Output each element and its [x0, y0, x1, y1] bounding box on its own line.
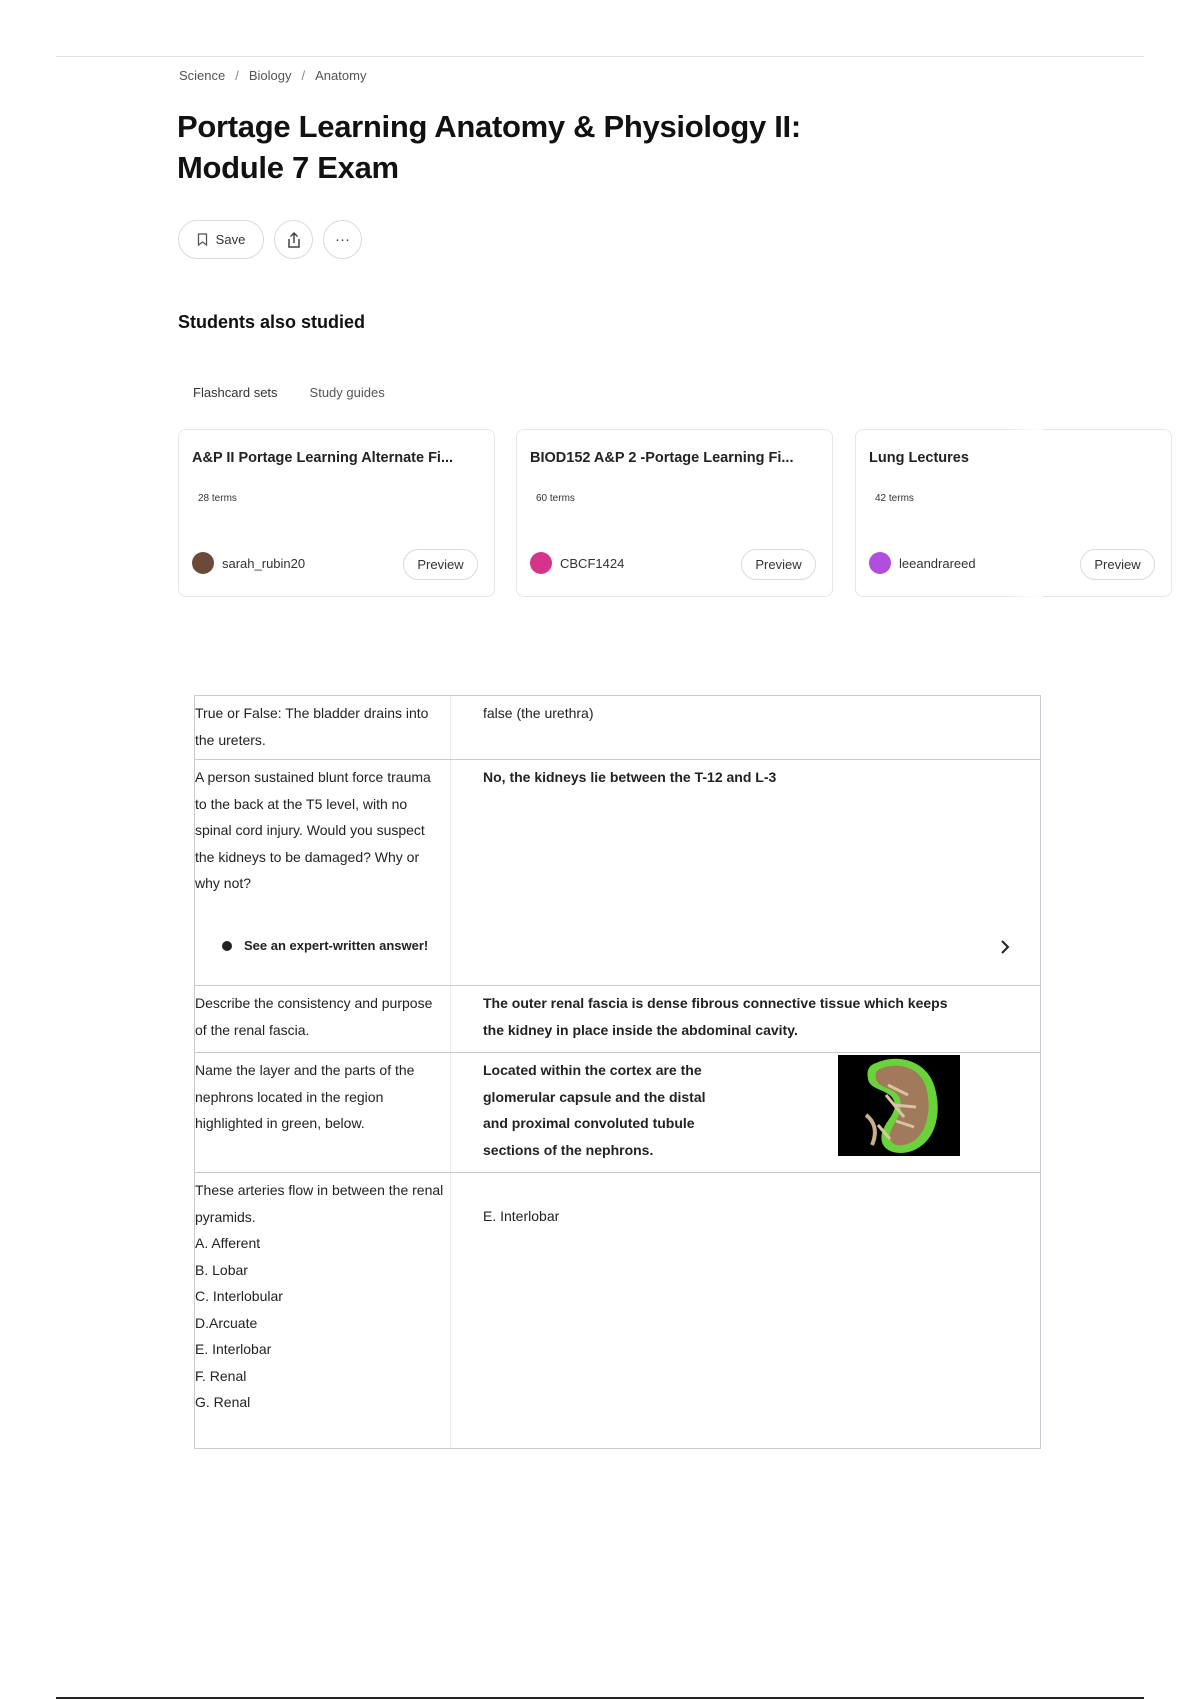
card-author[interactable] — [869, 552, 976, 574]
breadcrumb-separator: / — [235, 68, 239, 83]
bullet-icon — [222, 941, 232, 951]
table-row — [195, 760, 1040, 986]
card-term-count: 28 terms — [198, 493, 237, 504]
breadcrumb-separator: / — [301, 68, 306, 83]
card-title[interactable]: Lung Lectures — [869, 450, 969, 466]
study-set-carousel — [178, 429, 1141, 599]
study-set-card[interactable] — [178, 429, 495, 597]
share-icon — [286, 231, 302, 249]
card-author-name: sarah_rubin20 — [222, 555, 306, 571]
question-cell — [195, 1173, 451, 1448]
option-d: D.Arcuate — [195, 1314, 258, 1331]
option-e: E. Interlobar — [195, 1341, 272, 1357]
option-g: G. Renal — [195, 1394, 251, 1410]
answer-cell: Located within the cortex are the glomerular capsule and the distal and proximal convoluted tubule sections of the nephrons. — [483, 1062, 706, 1158]
save-button-label: Save — [215, 232, 246, 247]
question-cell: Name the layer and the parts of the nephrons located in the region highlighted in green, below. — [195, 1053, 451, 1172]
question-cell: True or False: The bladder drains into the ureters. — [195, 696, 451, 759]
table-row — [195, 986, 1040, 1053]
answer-cell: No, the kidneys lie between the T-12 and L-3 — [483, 769, 777, 785]
card-title[interactable]: BIOD152 A&P 2 -Portage Learning Fi... — [530, 450, 794, 466]
card-title[interactable]: A&P II Portage Learning Alternate Fi... — [192, 450, 454, 466]
page-title-line-2: Module 7 Exam — [177, 150, 399, 185]
tab-study-guides[interactable]: Study guides — [309, 385, 385, 400]
expert-answer-link[interactable] — [222, 938, 428, 953]
table-row — [195, 1173, 1040, 1448]
question-cell: Describe the consistency and purpose of the renal fascia. — [195, 986, 451, 1052]
avatar — [869, 552, 891, 574]
answer-cell: The outer renal fascia is dense fibrous connective tissue which keeps the kidney in place inside the abdominal cavity. — [483, 995, 948, 1038]
option-b: B. Lobar — [195, 1261, 248, 1278]
more-options-icon: ··· — [335, 231, 350, 248]
card-author-name: CBCF1424 — [560, 555, 625, 571]
answer-cell: E. Interlobar — [483, 1208, 560, 1224]
table-row — [195, 1053, 1040, 1173]
tab-flashcard-sets[interactable]: Flashcard sets — [193, 385, 278, 400]
top-divider — [56, 56, 1144, 57]
study-tabs — [193, 385, 385, 400]
chevron-right-icon[interactable] — [1000, 939, 1010, 955]
save-button[interactable] — [178, 220, 264, 259]
breadcrumb-item-anatomy[interactable]: Anatomy — [315, 68, 367, 83]
breadcrumb-item-biology[interactable]: Biology — [248, 68, 292, 83]
card-author[interactable] — [192, 552, 305, 574]
card-term-count: 60 terms — [536, 493, 575, 504]
avatar — [192, 552, 214, 574]
card-author-name: leeandrareed — [899, 555, 976, 571]
action-row — [178, 220, 362, 259]
avatar — [530, 552, 552, 574]
breadcrumb — [179, 68, 366, 83]
students-also-studied-heading: Students also studied — [178, 312, 366, 332]
table-row — [195, 696, 1040, 760]
preview-button[interactable]: Preview — [741, 549, 816, 580]
option-a: A. Afferent — [195, 1235, 261, 1251]
card-author[interactable] — [530, 552, 624, 574]
option-c: C. Interlobular — [195, 1288, 283, 1304]
bottom-divider — [56, 1697, 1144, 1699]
question-cell: A person sustained blunt force trauma to the back at the T5 level, with no spinal cord injury. Would you suspect the kidneys to be damaged? Why or why not? — [195, 760, 451, 985]
preview-button[interactable]: Preview — [1080, 549, 1155, 580]
bookmark-icon — [197, 233, 208, 246]
breadcrumb-item-science[interactable]: Science — [179, 68, 226, 83]
card-term-count: 42 terms — [875, 493, 914, 504]
question-text: These arteries flow in between the renal pyramids. — [195, 1182, 444, 1225]
preview-button[interactable]: Preview — [403, 549, 478, 580]
share-button[interactable] — [274, 220, 313, 259]
kidney-image — [838, 1055, 960, 1156]
study-set-card[interactable] — [516, 429, 833, 597]
page-title-line-1: Portage Learning Anatomy & Physiology II: — [177, 109, 801, 144]
qa-table — [194, 695, 1041, 1449]
more-options-button[interactable] — [323, 220, 362, 259]
option-f: F. Renal — [195, 1367, 247, 1384]
answer-cell: false (the urethra) — [483, 705, 594, 721]
expert-answer-label: See an expert-written answer! — [244, 938, 429, 953]
page-title — [177, 106, 897, 188]
carousel-fade — [1003, 429, 1043, 599]
